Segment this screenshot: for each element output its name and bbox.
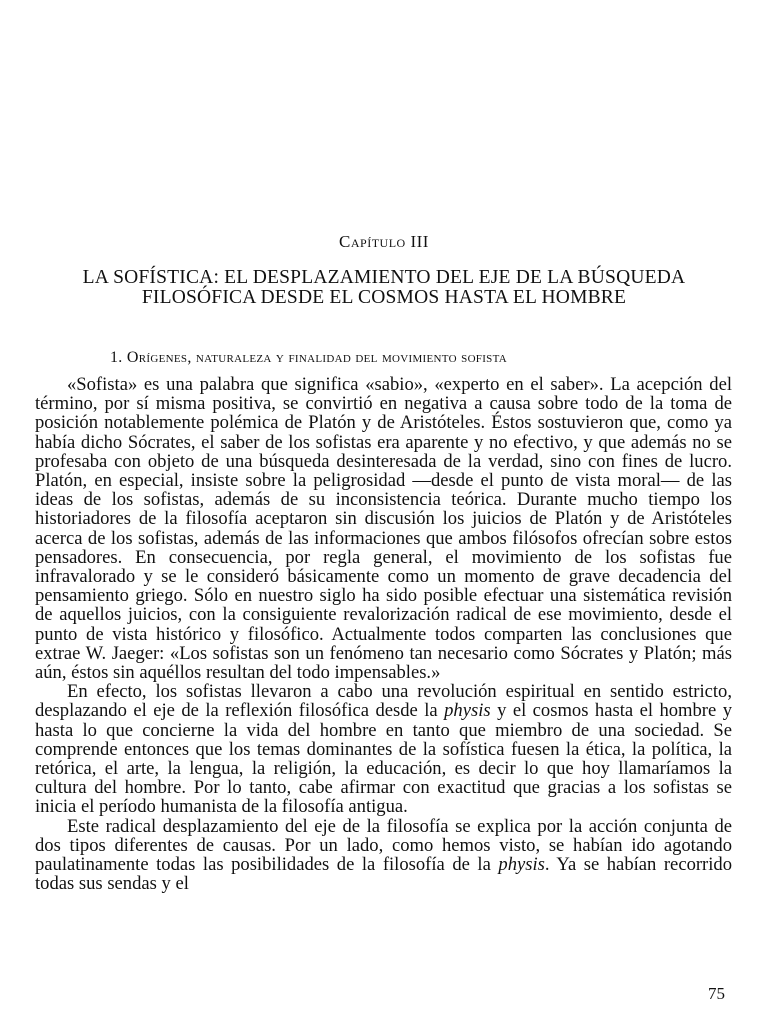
section-number: 1.: [110, 349, 123, 366]
page-number: 75: [708, 984, 725, 1003]
paragraph-3-part-a: Este radical desplazamiento del eje de la filosofía se explica por la acción conjunta de dos tipos diferentes de causas. Por un lado, como hemos visto, se habían ido agotando paulatinamente todas las posibilidades de la filosofía de la: [35, 815, 732, 876]
chapter-title: LA SOFÍSTICA: EL DESPLAZAMIENTO DEL EJE DE LA BÚSQUEDA FILOSÓFICA DESDE EL COSMOS HASTA EL HOMBRE: [82, 267, 686, 308]
chapter-label: Capítulo III: [339, 232, 429, 251]
section-heading: [60, 349, 760, 367]
paragraph-3-part-b: . Ya se habían recorrido todas sus sendas y el: [35, 854, 733, 895]
paragraph-3-italic: physis: [498, 854, 545, 876]
paragraph-2-part-a: En efecto, los sofistas llevaron a cabo una revolución espiritual en sentido estricto, desplazando el eje de la reflexión filosófica desde la: [35, 681, 732, 722]
body-text: [35, 375, 732, 893]
paragraph-1: «Sofista» es una palabra que significa «sabio», «experto en el saber». La acepción del término, por sí misma positiva, se convirtió en negativa a causa sobre todo de la toma de posición notablemente polémica de Platón y de Aristóteles. Éstos sostuvieron que, como ya había dicho Sócrates, el saber de los sofistas era aparente y no efectivo, y que además no se profesaba con objeto de una búsqueda desinteresada de la verdad, sino con fines de lucro. Platón, en especial, insiste sobre la peligrosidad —desde el punto de vista moral— de las ideas de los sofistas, además de su inconsistencia teórica. Durante mucho tiempo los historiadores de la filosofía aceptaron sin discusión los juicios de Platón y de Aristóteles acerca de los sofistas, además de las informaciones que ambos filósofos ofrecían sobre estos pensadores. En consecuencia, por regla general, el movimiento de los sofistas fue infravalorado y se le consideró básicamente como un momento de grave decadencia del pensamiento griego. Sólo en nuestro siglo ha sido posible efectuar una sistemática revisión de aquellos juicios, con la consiguiente revalorización radical de ese movimiento, desde el punto de vista histórico y filosófico. Actualmente todos comparten las conclusiones que extrae W. Jaeger: «Los sofistas son un fenómeno tan necesario como Sócrates y Platón; más aún, éstos sin aquéllos resultan del todo impensables.»: [35, 374, 732, 684]
paragraph-2-italic: physis: [444, 700, 491, 722]
paragraph-2: [35, 682, 732, 816]
section-title: Orígenes, naturaleza y finalidad del movimiento sofista: [126, 349, 507, 366]
paragraph-3: [35, 817, 732, 894]
paragraph-2-part-b: y el cosmos hasta el hombre y hasta lo que concierne la vida del hombre en tanto que miembro de una sociedad. Se comprende entonces que los temas dominantes de la sofística fuesen la ética, la política, la retórica, el arte, la lengua, la religión, la educación, es decir lo que hoy llamaríamos la cultura del hombre. Por lo tanto, cabe afirmar con exactitud que gracias a los sofistas se inicia el período humanista de la filosofía antigua.: [35, 700, 732, 818]
